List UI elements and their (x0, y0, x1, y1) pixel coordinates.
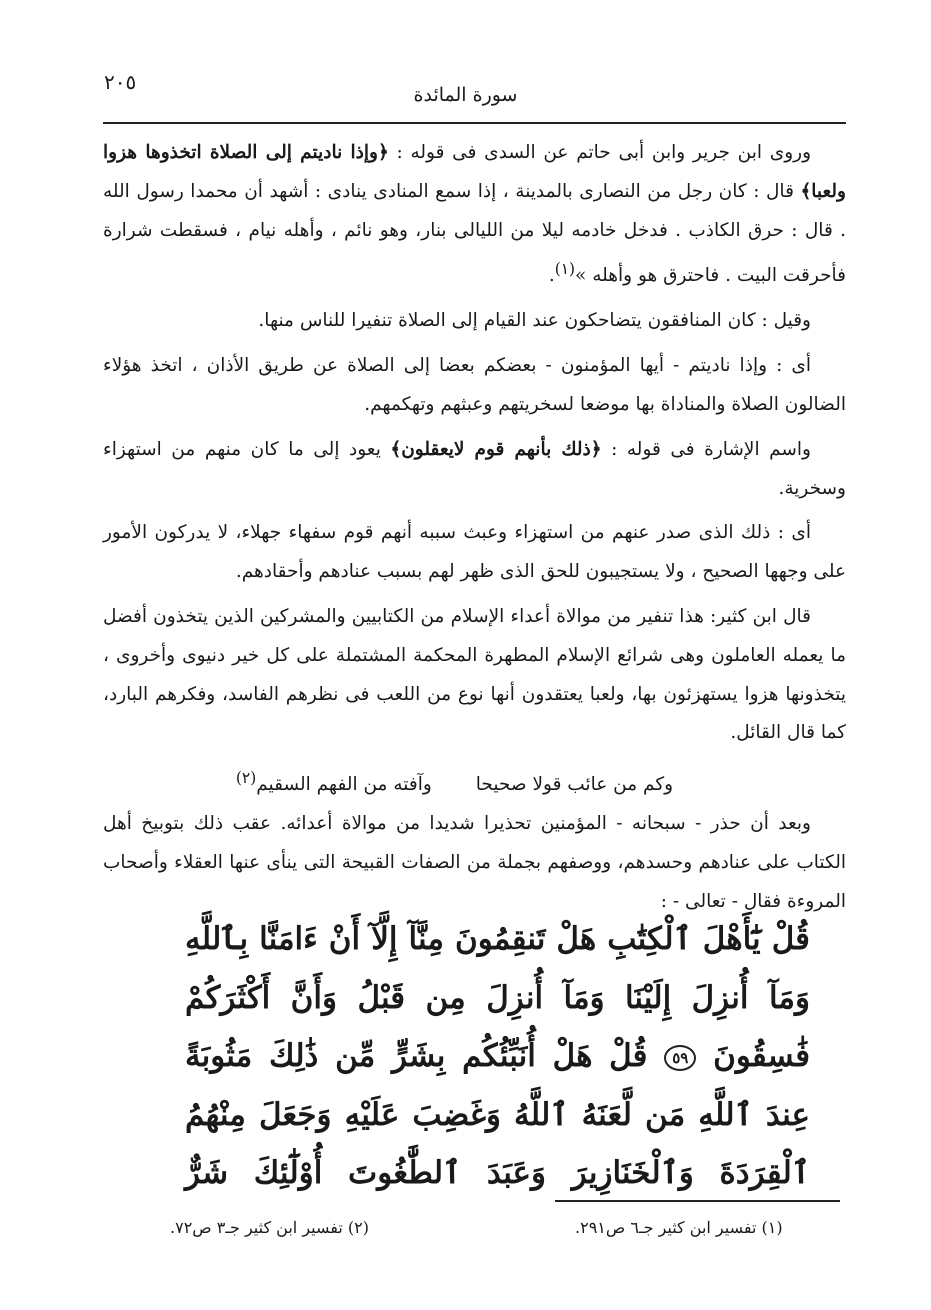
quran-verses (185, 910, 810, 1203)
paragraph-6: قال ابن كثير: هذا تنفير من موالاة أعداء الإسلام من الكتابيين والمشركين الذين يتخذون أفضل ما يعمله العاملون وهى شرائع الإسلام المطهرة المحكمة المشتملة على كل خير دنيوى وأخروى ، يتخذونها هزوا يستهزئون بها، ولعبا يعتقدون أنها نوع من اللعب فى نظرهم الفاسد، وفكرهم البارد، كما قال القائل. (103, 605, 846, 744)
footnote-1: (١) تفسير ابن كثير جـ٦ ص٢٩١. (575, 1218, 783, 1237)
verse-first-hemistich: وكم من عائب قولا صحيحا (475, 774, 674, 796)
paragraph-2: وقيل : كان المنافقون يتضاحكون عند القيام إلى الصلاة تنفيرا للناس منها. (258, 310, 811, 332)
paragraph-3: أى : وإذا ناديتم - أيها المؤمنون - بعضكم بعضا إلى الصلاة عن طريق الأذان ، اتخذ هؤلاء الضالون الصلاة والمناداة بها موضعا لسخريتهم وعبثهم وتهكمهم. (103, 355, 846, 415)
header-rule (103, 122, 846, 124)
ayah-number-marker: ٥٩ (664, 1045, 696, 1071)
paragraph-1-text: قال : كان رجل من النصارى بالمدينة ، إذا سمع المنادى ينادى : أشهد أن محمدا رسول الله . قال : حرق الكاذب . فدخل خادمه ليلا من الليالى بنار، وهو نائم ، وأهله نيام ، فسقطت شرارة فأحرقت البيت . فاحترق هو وأهله » (103, 180, 846, 287)
paragraph-1-end: . (548, 265, 555, 287)
body-text (103, 134, 846, 921)
paragraph-1 (103, 134, 846, 296)
page-number: ٢٠٥ (104, 70, 137, 94)
quran-verse-60: قُلْ هَلْ أُنَبِّئُكُم بِشَرٍّ مِّن ذَٰلِكَ مَثُوبَةً عِندَ ٱللَّهِ مَن لَّعَنَهُ ٱللَّهُ وَغَضِبَ عَلَيْهِ وَجَعَلَ مِنْهُمُ ٱلْقِرَدَةَ وَٱلْخَنَازِيرَ وَعَبَدَ ٱلطَّٰغُوتَ أُوْلَٰٓئِكَ شَرٌّ (185, 1038, 810, 1191)
footnote-ref-1: (١) (554, 260, 576, 279)
paragraph-4-text: يعود إلى ما كان منهم من استهزاء وسخرية. (103, 438, 846, 499)
verse-second-hemistich-text: وآفته من الفهم السقيم (256, 774, 432, 796)
quran-verse-59: قُلْ يَٰٓأَهْلَ ٱلْكِتَٰبِ هَلْ تَنقِمُونَ مِنَّآ إِلَّآ أَنْ ءَامَنَّا بِٱللَّهِ وَمَآ أُنزِلَ إِلَيْنَا وَمَآ أُنزِلَ مِن قَبْلُ وَأَنَّ أَكْثَرَكُمْ فَٰسِقُونَ (185, 921, 811, 1074)
paragraph-7: وبعد أن حذر - سبحانه - المؤمنين تحذيرا شديدا من موالاة أعدائه. عقب ذلك بتوبيخ أهل الكتاب على عنادهم وحسدهم، ووصفهم بجملة من الصفات القبيحة التى ينأى عنها العقلاء وأصحاب المروءة فقال - تعالى - : (103, 813, 846, 912)
quran-quote: ﴿ذلك بأنهم قوم لايعقلون﴾ (390, 438, 602, 460)
footnote-ref-2: (٢) (235, 769, 257, 788)
paragraph-4 (103, 431, 846, 509)
page-title: سورة المائدة (413, 84, 518, 106)
verse-second-hemistich (236, 759, 432, 805)
paragraph-4-intro: واسم الإشارة فى قوله : (601, 438, 811, 460)
paragraph-1-intro: وروى ابن جرير وابن أبى حاتم عن السدى فى قوله : (388, 142, 811, 163)
paragraph-5: أى : ذلك الذى صدر عنهم من استهزاء وعبث سببه أنهم قوم سفهاء جهلاء، لا يدركون الأمور على وجهها الصحيح ، ولا يستجيبون للحق الذى ظهر لهم بسبب عنادهم وأحقادهم. (103, 522, 846, 583)
footnote-rule (555, 1200, 840, 1202)
poetry-verse (103, 759, 846, 805)
quran-quote: ﴿وإذا ناديتم إلى الصلاة اتخذوها هزوا ولعبا﴾ (103, 142, 846, 202)
footnote-2: (٢) تفسير ابن كثير جـ٣ ص٧٢. (170, 1218, 369, 1237)
